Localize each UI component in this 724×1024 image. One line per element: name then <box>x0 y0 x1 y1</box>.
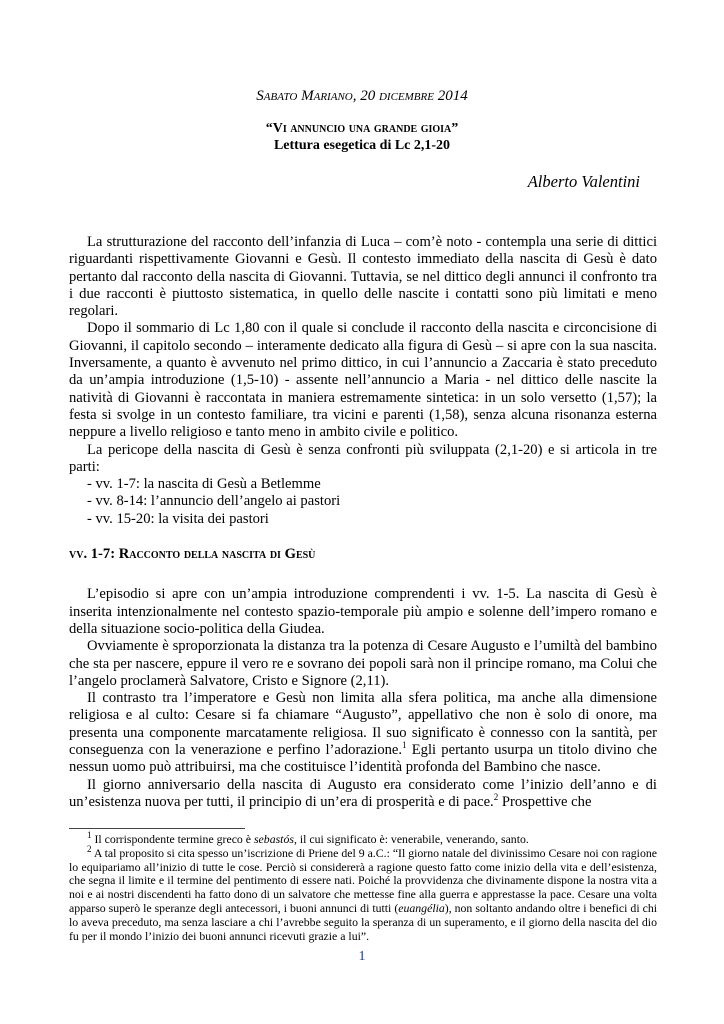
list-item: - vv. 8-14: l’annuncio dell’angelo ai pastori <box>87 493 341 510</box>
paragraph <box>69 690 657 776</box>
footnote <box>69 843 657 944</box>
lecture-subtitle: Lettura esegetica di Lc 2,1-20 <box>273 138 451 153</box>
footnote-text: , il cui significato è: venerabile, venerando, santo. <box>293 832 529 846</box>
paragraph: Ovviamente è sproporzionata la distanza tra la potenza di Cesare Augusto e l’umiltà del bambino che sta per nascere, eppure il vero re e sovrano dei popoli sarà non il principe romano, ma Colui che l’angelo proclamerà Salvatore, Cristo e Signore (2,11). <box>69 638 657 689</box>
section-heading: vv. 1-7: Racconto della nascita di Gesù <box>69 546 316 563</box>
paragraph-text: Il contrasto tra l’imperatore e Gesù non limita alla sfera politica, ma anche alla dimensione religiosa e al culto: Cesare si fa chiamare “Augusto”, appellativo che non è solo di onore, ma presenta una componente marcatamente religiosa. Il suo significato è connesso con la santità, per conseguenza con la venerazione e perfino l’adorazione. <box>69 690 657 759</box>
footnote-text: ), non soltanto andando oltre i benefici di chi lo aveva preceduto, ma senza lasciare a chi l’avrebbe seguito la speranza di un superamento, e il giorno della nascita del dio fu per il mondo l’inizio dei buoni annunci ricevuti grazie a lui”. <box>69 900 657 943</box>
greek-term: sebastós <box>253 832 294 846</box>
paragraph-text: Prospettive che <box>498 793 592 810</box>
paragraph: La strutturazione del racconto dell’infanzia di Luca – com’è noto - contempla una serie di dittici riguardanti rispettivamente Giovanni e Gesù. Il contesto immediato della nascita di Gesù è dato pertanto dal racconto della nascita di Giovanni. Tuttavia, se nel dittico degli annunci il confronto tra i due racconti è piuttosto sistematica, in quello delle nascite i contatti sono più limitati e meno regolari. <box>69 234 657 320</box>
paragraph-text: Egli pertanto usurpa un titolo divino che nessun uomo può attribuirsi, ma che costituisce l’identità profonda del Bambino che nasce. <box>69 742 657 776</box>
list-item: - vv. 1-7: la nascita di Gesù a Betlemme <box>87 476 321 493</box>
body-text <box>69 234 657 811</box>
footnote-ref[interactable]: 2 <box>493 792 499 803</box>
author-name: Alberto Valentini <box>527 172 640 191</box>
footnote-text: A tal proposito si cita spesso un’iscrizione di Priene del 9 a.C.: “Il giorno natale del divinissimo Cesare noi con ragione lo equipariamo all’inizio di tutte le cose. Perciò si considererà a ragione questo fatto come inizio della vita e dell’esistenza, che segna il limite e il termine del pentimento di essere nati. Poiché la provvidenza che divinamente dispone la nostra vita a noi e ai nostri discendenti ha fatto dono di un salvatore che mettesse fine alla guerra e apprestasse la pace. Cesare una volta apparso superò le speranze degli antecessori, i buoni annunci di tutti ( <box>69 845 657 915</box>
paragraph: La pericope della nascita di Gesù è senza confronti più sviluppata (2,1-20) e si articola in tre parti: <box>69 441 657 475</box>
event-title: Sabato Mariano, 20 dicembre 2014 <box>256 88 468 104</box>
paragraph-text: Il giorno anniversario della nascita di Augusto era considerato come l’inizio dell’anno e di un’esistenza nuova per tutti, il principio di un’era di prosperità e di pace. <box>69 776 657 810</box>
footnotes <box>69 830 657 943</box>
paragraph: Dopo il sommario di Lc 1,80 con il quale si conclude il racconto della nascita e circoncisione di Giovanni, il capitolo secondo – interamente dedicato alla figura di Gesù – si apre con la sua nascita. Inversamente, a quanto è avvenuto nel primo dittico, in cui l’annuncio a Zaccaria è stato preceduto da un’ampia introduzione (1,5-10) - assente nell’annuncio a Maria - nel dittico delle nascite la natività di Giovanni è raccontata in maniera estremamente sintetica: in un solo versetto (1,57); la festa si svolge in un contesto familiare, tra vicini e parenti (1,58), senza alcuna risonanza esterna neppure a livello religioso e tanto meno in ambito civile e politico. <box>69 320 657 441</box>
lecture-title: “Vi annuncio una grande gioia” <box>265 121 459 136</box>
footnote-number: 1 <box>87 830 92 841</box>
footnote-number: 2 <box>87 843 92 854</box>
paragraph <box>69 777 657 812</box>
page-number: 1 <box>358 949 366 964</box>
greek-term: euangélia <box>398 900 445 915</box>
footnote-separator <box>69 828 245 829</box>
footnote-ref[interactable]: 1 <box>402 740 407 751</box>
paragraph: L’episodio si apre con un’ampia introduzione comprendenti i vv. 1-5. La nascita di Gesù è inserita intenzionalmente nel contesto spazio-temporale più ampio e solenne dell’impero romano e della situazione socio-politica della Giudea. <box>69 586 657 637</box>
list-item: - vv. 15-20: la visita dei pastori <box>87 510 269 527</box>
footnote-text: Il corrispondente termine greco è <box>91 832 254 846</box>
footnote <box>69 830 657 847</box>
